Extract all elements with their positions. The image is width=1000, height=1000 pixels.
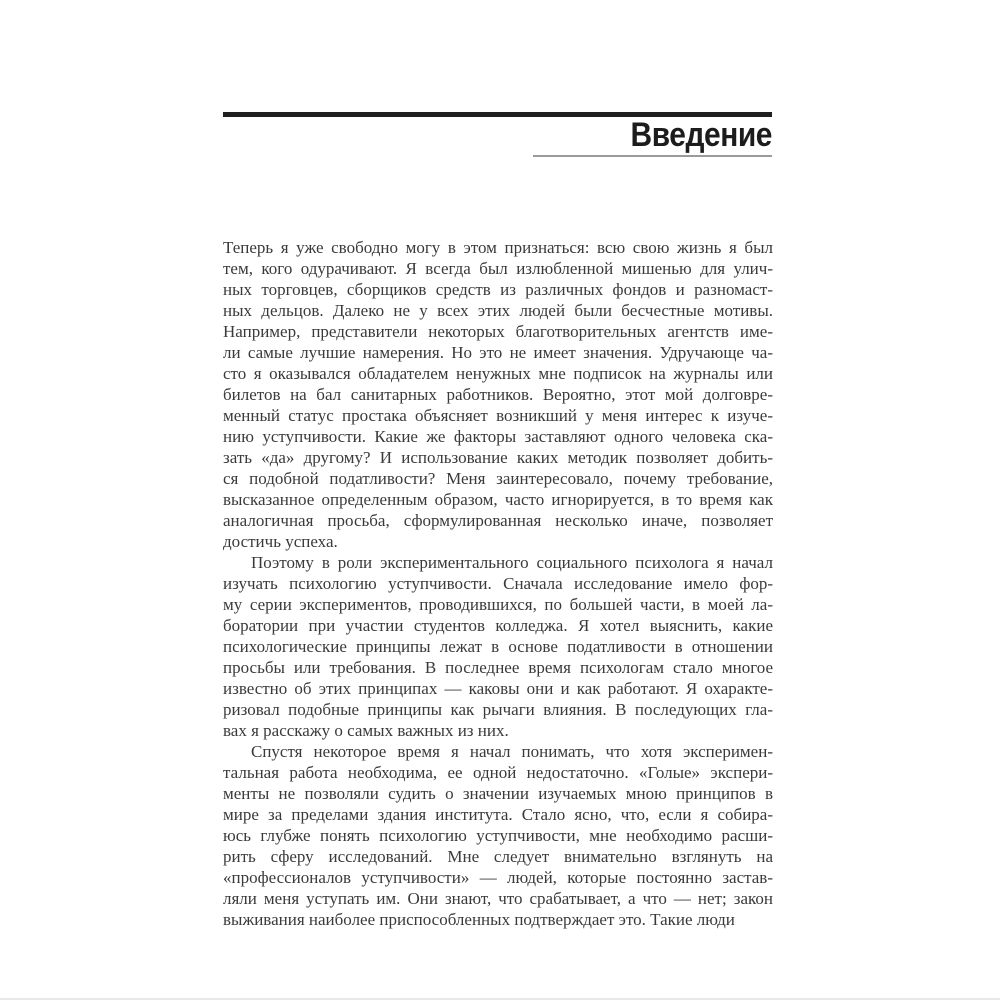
text-line: изучать психологию уступчивости. Сначала исследование имело фор- <box>223 574 773 593</box>
paragraph <box>223 237 773 552</box>
chapter-title: Введение <box>630 116 772 154</box>
text-line: Например, представители некоторых благотворительных агентств име- <box>223 322 773 341</box>
text-line: известно об этих принципах — каковы они и как работают. Я охаракте- <box>223 679 773 698</box>
text-line: менный статус простака объясняет возникший у меня интерес к изуче- <box>223 406 773 425</box>
text-line: тем, кого одурачивают. Я всегда был излюбленной мишенью для улич- <box>223 259 773 278</box>
text-line: Спустя некоторое время я начал понимать, что хотя эксперимен- <box>251 742 773 761</box>
text-line: ся подобной податливости? Меня заинтересовало, почему требование, <box>223 469 773 488</box>
text-line: Теперь я уже свободно могу в этом признаться: всю свою жизнь я был <box>223 238 773 257</box>
text-line: ных дельцов. Далеко не у всех этих людей были бесчестные мотивы. <box>223 301 773 320</box>
text-line: вах я расскажу о самых важных из них. <box>223 721 509 740</box>
text-line: мире за пределами здания института. Стало ясно, что, если я собира- <box>223 805 773 824</box>
text-line: ризовал подобные принципы как рычаги влияния. В последующих гла- <box>223 700 773 719</box>
title-underline <box>533 155 772 157</box>
text-line: менты не позволяли судить о значении изучаемых мною принципов в <box>223 784 773 803</box>
text-line: боратории при участии студентов колледжа. Я хотел выяснить, какие <box>223 616 773 635</box>
text-line: нию уступчивости. Какие же факторы заставляют одного человека ска- <box>223 427 773 446</box>
text-line: рить сферу исследований. Мне следует внимательно взглянуть на <box>223 847 773 866</box>
text-line: му серии экспериментов, проводившихся, по большей части, в моей ла- <box>223 595 773 614</box>
text-line: Поэтому в роли экспериментального социального психолога я начал <box>251 553 773 572</box>
text-line: просьбы или требования. В последнее время психологам стало многое <box>223 658 773 677</box>
text-line: сто я оказывался обладателем ненужных мне подписок на журналы или <box>223 364 773 383</box>
text-line: ли самые лучшие намерения. Но это не имеет значения. Удручающе ча- <box>223 343 773 362</box>
text-line: зать «да» другому? И использование каких методик позволяет добить- <box>223 448 773 467</box>
text-line: тальная работа необходима, ее одной недостаточно. «Голые» экспери- <box>223 763 773 782</box>
text-line: психологические принципы лежат в основе податливости в отношении <box>223 637 773 656</box>
text-line: ных торговцев, сборщиков средств из различных фондов и разномаст- <box>223 280 773 299</box>
text-line: аналогичная просьба, сформулированная несколько иначе, позволяет <box>223 511 773 530</box>
text-line: билетов на бал санитарных работников. Вероятно, этот мой долговре- <box>223 385 773 404</box>
text-line: юсь глубже понять психологию уступчивости, мне необходимо расши- <box>223 826 773 845</box>
paragraph <box>223 552 773 741</box>
body-text <box>223 237 773 930</box>
text-line: достичь успеха. <box>223 532 338 551</box>
text-line: «профессионалов уступчивости» — людей, которые постоянно застав- <box>223 868 773 887</box>
text-line: высказанное определенным образом, часто игнорируется, в то время как <box>223 490 773 509</box>
paragraph <box>223 741 773 930</box>
text-line: ляли меня уступать им. Они знают, что срабатывает, а что — нет; закон <box>223 889 773 908</box>
text-line: выживания наиболее приспособленных подтверждает это. Такие люди <box>223 910 735 929</box>
